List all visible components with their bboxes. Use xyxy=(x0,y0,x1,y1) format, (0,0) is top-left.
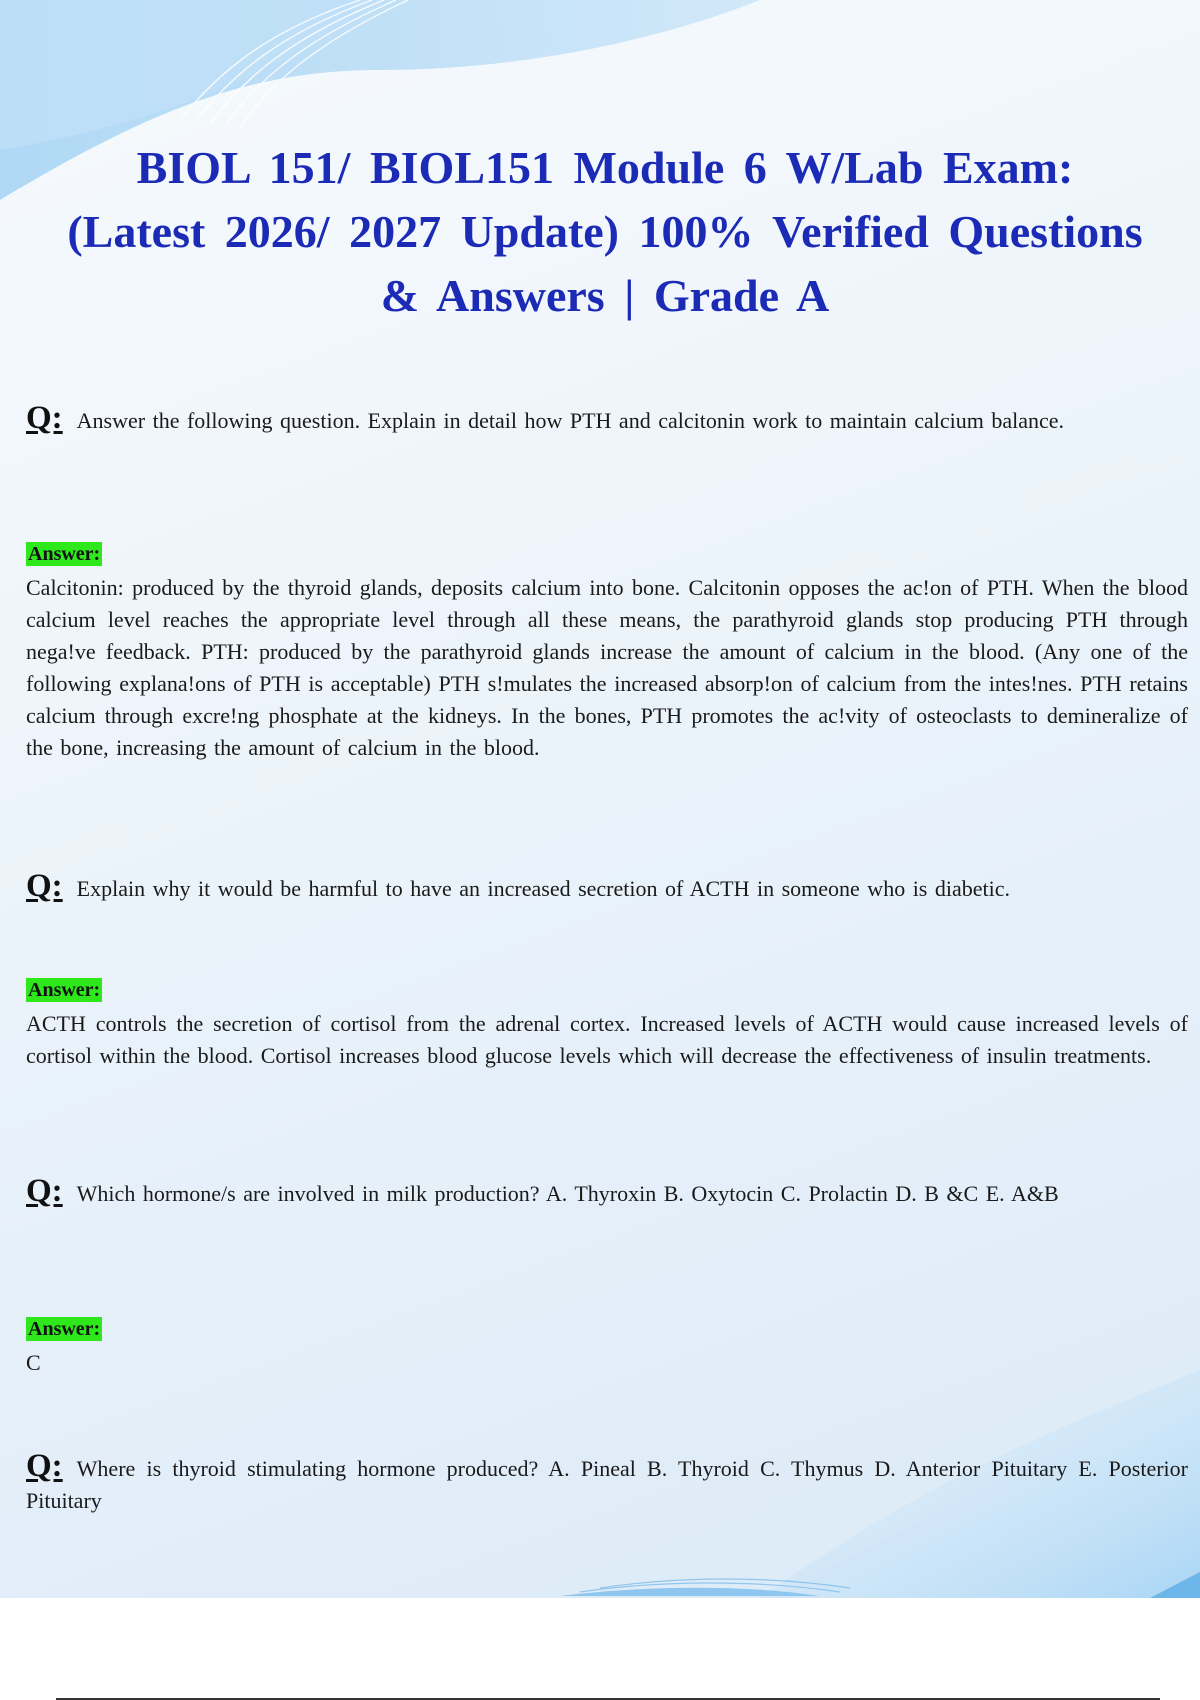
question-label: Q: xyxy=(26,400,63,436)
answer-text: Calcitonin: produced by the thyroid glands, deposits calcium into bone. Calcitonin opposes the ac!on of PTH. When the blood calcium level reaches the appropriate level through all these means, the parathyroid glands stop producing PTH through nega!ve feedback. PTH: produced by the parathyroid glands increase the amount of calcium in the blood. (Any one of the following explana!ons of PTH is acceptable) PTH s!mulates the increased absorp!on of calcium from the intes!nes. PTH retains calcium through excre!ng phosphate at the kidneys. In the bones, PTH promotes the ac!vity of osteoclasts to demineralize of the bone, increasing the amount of calcium in the blood. xyxy=(26,575,1188,760)
question-block-3 xyxy=(26,1175,1188,1210)
answer-label: Answer: xyxy=(28,1318,101,1340)
answer-text: C xyxy=(26,1350,41,1375)
page-title-line-3: & Answers | Grade A xyxy=(380,270,830,321)
question-block-1 xyxy=(26,402,1188,437)
question-label: Q: xyxy=(26,868,63,904)
question-text: Explain why it would be harmful to have an increased secretion of ACTH in someone who is diabetic. xyxy=(76,876,1010,901)
answer-block-1 xyxy=(26,542,1188,764)
question-text: Where is thyroid stimulating hormone produced? A. Pineal B. Thyroid C. Thymus D. Anterior Pituitary E. Posterior Pituitary xyxy=(26,1456,1188,1513)
answer-block-2 xyxy=(26,978,1188,1072)
question-text: Answer the following question. Explain in detail how PTH and calcitonin work to maintain calcium balance. xyxy=(76,408,1065,433)
answer-label: Answer: xyxy=(28,543,101,565)
answer-block-3 xyxy=(26,1317,1188,1379)
answer-label: Answer: xyxy=(28,979,101,1001)
page-title-line-2: (Latest 2026/ 2027 Update) 100% Verified Questions xyxy=(67,206,1143,257)
question-block-4 xyxy=(26,1450,1188,1517)
question-label: Q: xyxy=(26,1173,63,1209)
question-block-2 xyxy=(26,870,1188,905)
page-title-line-1: BIOL 151/ BIOL151 Module 6 W/Lab Exam: xyxy=(136,142,1074,193)
question-label: Q: xyxy=(26,1448,63,1484)
answer-text: ACTH controls the secretion of cortisol from the adrenal cortex. Increased levels of ACTH would cause increased levels of cortisol within the blood. Cortisol increases blood glucose levels which will decrease the effectiveness of insulin treatments. xyxy=(26,1011,1188,1068)
question-text: Which hormone/s are involved in milk production? A. Thyroxin B. Oxytocin C. Prolactin D. B &C E. A&B xyxy=(76,1181,1059,1206)
